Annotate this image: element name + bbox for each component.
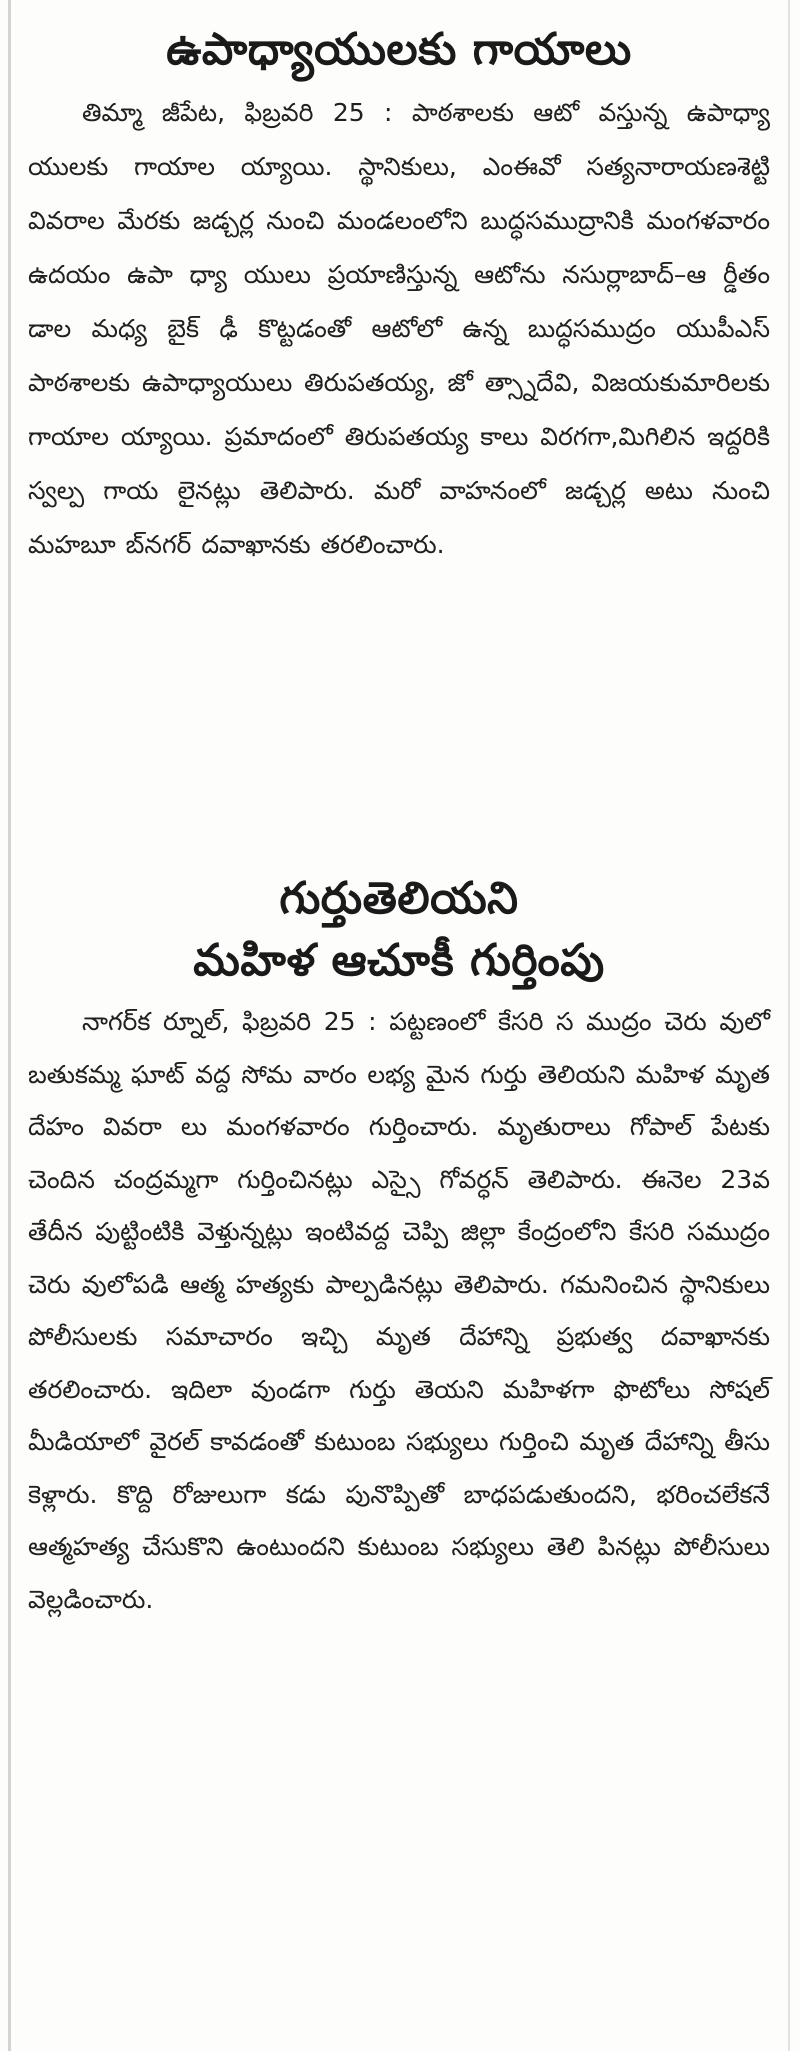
article-headline-line1: గుర్తుతెలియని bbox=[279, 873, 519, 924]
article-dateline: నాగర్‌క ర్నూల్, ఫిబ్రవరి 25 : bbox=[82, 1007, 377, 1036]
article-body bbox=[28, 86, 770, 572]
article-headline-line2: మహిళ ఆచూకీ గుర్తింపు bbox=[193, 935, 605, 986]
article-body-text: పాఠశాలకు ఆటో వస్తున్న ఉపాధ్యా యులకు గాయాల య్యాయి. స్థానికులు, ఎంఈవో సత్యనారాయణశెట్టి వివరాల మేరకు జడ్చర్ల నుంచి మండలంలోని బుద్ధసముద్రానికి మంగళవారం ఉదయం ఉపా ధ్యా యులు ప్రయాణిస్తున్న ఆటోను నసుర్లాబాద్–ఆ ర్డీతం డాల మధ్య బైక్ ఢీ కొట్టడంతో ఆటోలో ఉన్న బుద్ధసముద్రం యుపీఎస్ పాఠశాలకు ఉపాధ్యాయులు తిరుపతయ్య, జో త్స్నాదేవి, విజయకుమారిలకు గాయాల య్యాయి. ప్రమాదంలో తిరుపతయ్య కాలు విరగగా,మిగిలిన ఇద్దరికి స్వల్ప గాయ లైనట్లు తెలిపారు. మరో వాహనంలో జడ్చర్ల అటు నుంచి మహబూ బ్‌నగర్ దవాఖానకు తరలించారు. bbox=[28, 98, 770, 559]
column-divider-right bbox=[788, 0, 790, 2051]
article-unidentified-woman bbox=[28, 868, 770, 1626]
article-teachers-injured bbox=[28, 18, 770, 572]
column-divider-left bbox=[8, 0, 11, 2051]
article-body-text: పట్టణంలో కేసరి స ముద్రం చెరు వులో బతుకమ్మ ఘాట్ వద్ద సోమ వారం లభ్య మైన గుర్తు తెలియని మహిళ మృత దేహం వివరా లు మంగళవారం గుర్తించారు. మృతురాలు గోపాల్ పేటకు చెందిన చంద్రమ్మగా గుర్తించినట్లు ఎస్సై గోవర్ధన్ తెలిపారు. ఈనెల 23వ తేదీన పుట్టింటికి వెళ్తున్నట్లు ఇంటివద్ద చెప్పి జిల్లా కేంద్రంలోని కేసరి సముద్రం చెరు వులోపడి ఆత్మ హత్యకు పాల్పడినట్లు తెలిపారు. గమనించిన స్థానికులు పోలీసులకు సమాచారం ఇచ్చి మృత దేహాన్ని ప్రభుత్వ దవాఖానకు తరలించారు. ఇదిలా వుండగా గుర్తు తెయని మహిళగా ఫొటోలు సోషల్ మీడియాలో వైరల్ కావడంతో కుటుంబ సభ్యులు గుర్తించి మృత దేహాన్ని తీసు కెళ్లారు. కొద్ది రోజులుగా కడు పునొప్పితో బాధపడుతుందని, భరించలేకనే ఆత్మహత్య చేసుకొని ఉంటుందని కుటుంబ సభ్యులు తెలి పినట్లు పోలీసులు వెల్లడించారు. bbox=[28, 1007, 770, 1614]
article-dateline: తిమ్మా జీపేట, ఫిబ్రవరి 25 : bbox=[82, 98, 393, 127]
article-headline: ఉపాధ్యాయులకు గాయాలు bbox=[166, 24, 632, 75]
article-body bbox=[28, 996, 770, 1626]
